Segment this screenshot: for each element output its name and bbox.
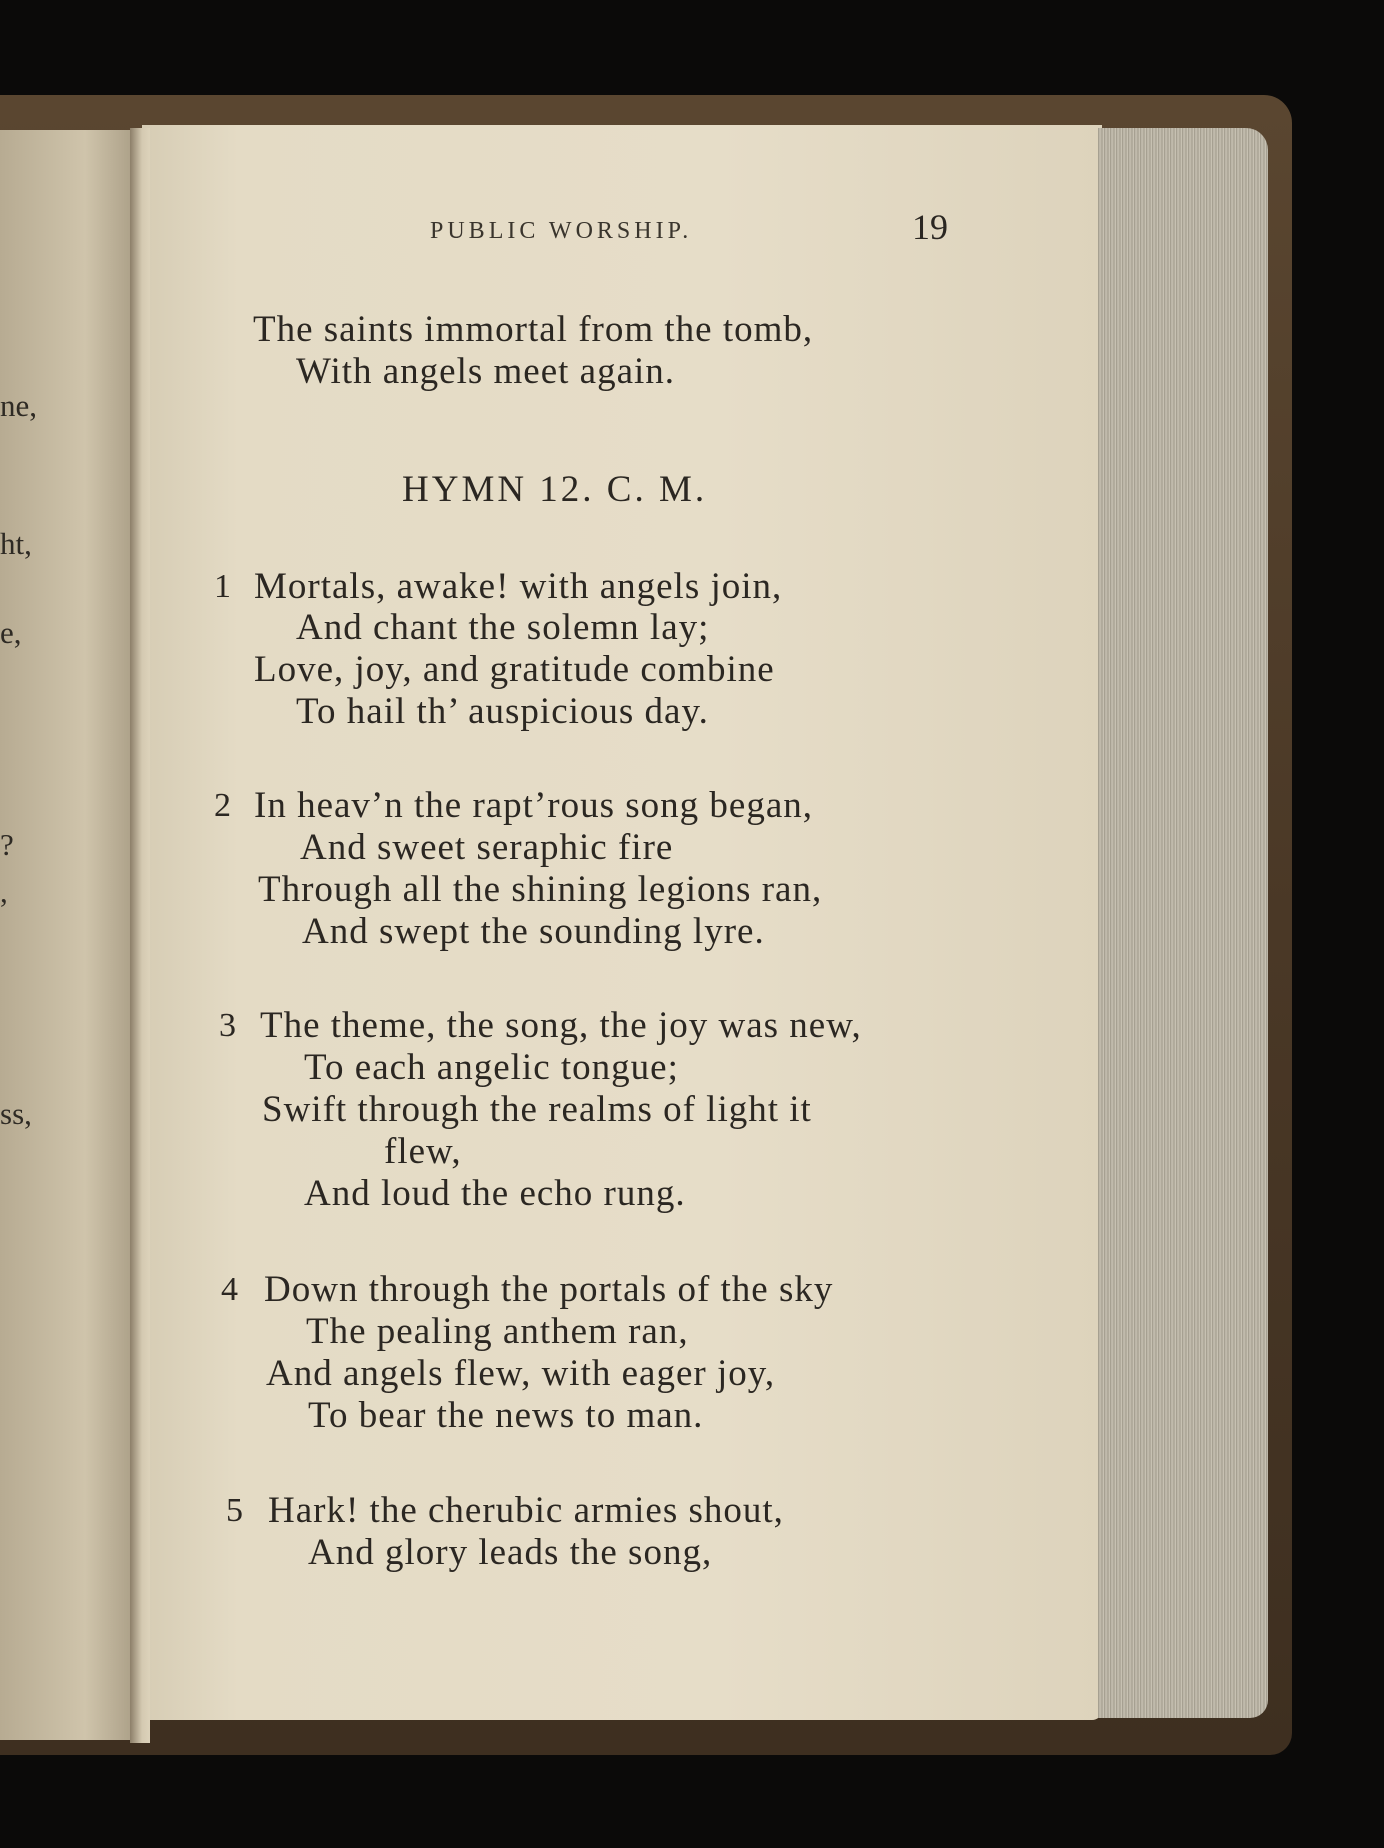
verse-number: 2	[214, 787, 231, 824]
verse-line: And chant the solemn lay;	[296, 607, 710, 648]
continuation-line: With angels meet again.	[296, 351, 676, 392]
verse-line: Hark! the cherubic armies shout,	[268, 1490, 784, 1531]
verse-line: Mortals, awake! with angels join,	[254, 566, 783, 607]
verse-line: And angels flew, with eager joy,	[266, 1353, 776, 1394]
verse-number: 4	[221, 1271, 238, 1308]
left-page-fragment: ,	[0, 874, 8, 909]
verse-line: The pealing anthem ran,	[306, 1311, 689, 1352]
verse-line: The theme, the song, the joy was new,	[260, 1005, 862, 1046]
left-page-fragment: ?	[0, 827, 14, 862]
verse-line: And sweet seraphic fire	[300, 827, 674, 868]
verse-line: flew,	[384, 1131, 462, 1172]
verse-line: To each angelic tongue;	[304, 1047, 679, 1088]
verse-number: 3	[219, 1007, 236, 1044]
left-page-fragment: e,	[0, 615, 22, 650]
continuation-line: The saints immortal from the tomb,	[253, 309, 814, 350]
verse-line: And glory leads the song,	[308, 1532, 713, 1573]
left-page-fragment: ht,	[0, 526, 32, 561]
running-title: PUBLIC WORSHIP.	[430, 218, 693, 244]
page-edges	[1098, 128, 1268, 1718]
verse-line: Love, joy, and gratitude combine	[254, 649, 775, 690]
verse-line: Down through the portals of the sky	[264, 1269, 834, 1310]
book-gutter	[130, 128, 150, 1743]
verse-line: To bear the news to man.	[308, 1395, 704, 1436]
hymn-title: HYMN 12. C. M.	[402, 469, 708, 510]
left-page-fragment: ne,	[0, 388, 38, 423]
verse-line: To hail th’ auspicious day.	[296, 691, 709, 732]
left-page	[0, 130, 142, 1740]
verse-line: Through all the shining legions ran,	[258, 869, 823, 910]
verse-line: And loud the echo rung.	[304, 1173, 686, 1214]
verse-line: Swift through the realms of light it	[262, 1089, 812, 1130]
left-page-fragment: ss,	[0, 1096, 32, 1131]
verse-line: And swept the sounding lyre.	[302, 911, 765, 952]
verse-number: 5	[226, 1492, 243, 1529]
page-number: 19	[912, 207, 948, 247]
verse-line: In heav’n the rapt’rous song began,	[254, 785, 813, 826]
verse-number: 1	[214, 568, 231, 605]
